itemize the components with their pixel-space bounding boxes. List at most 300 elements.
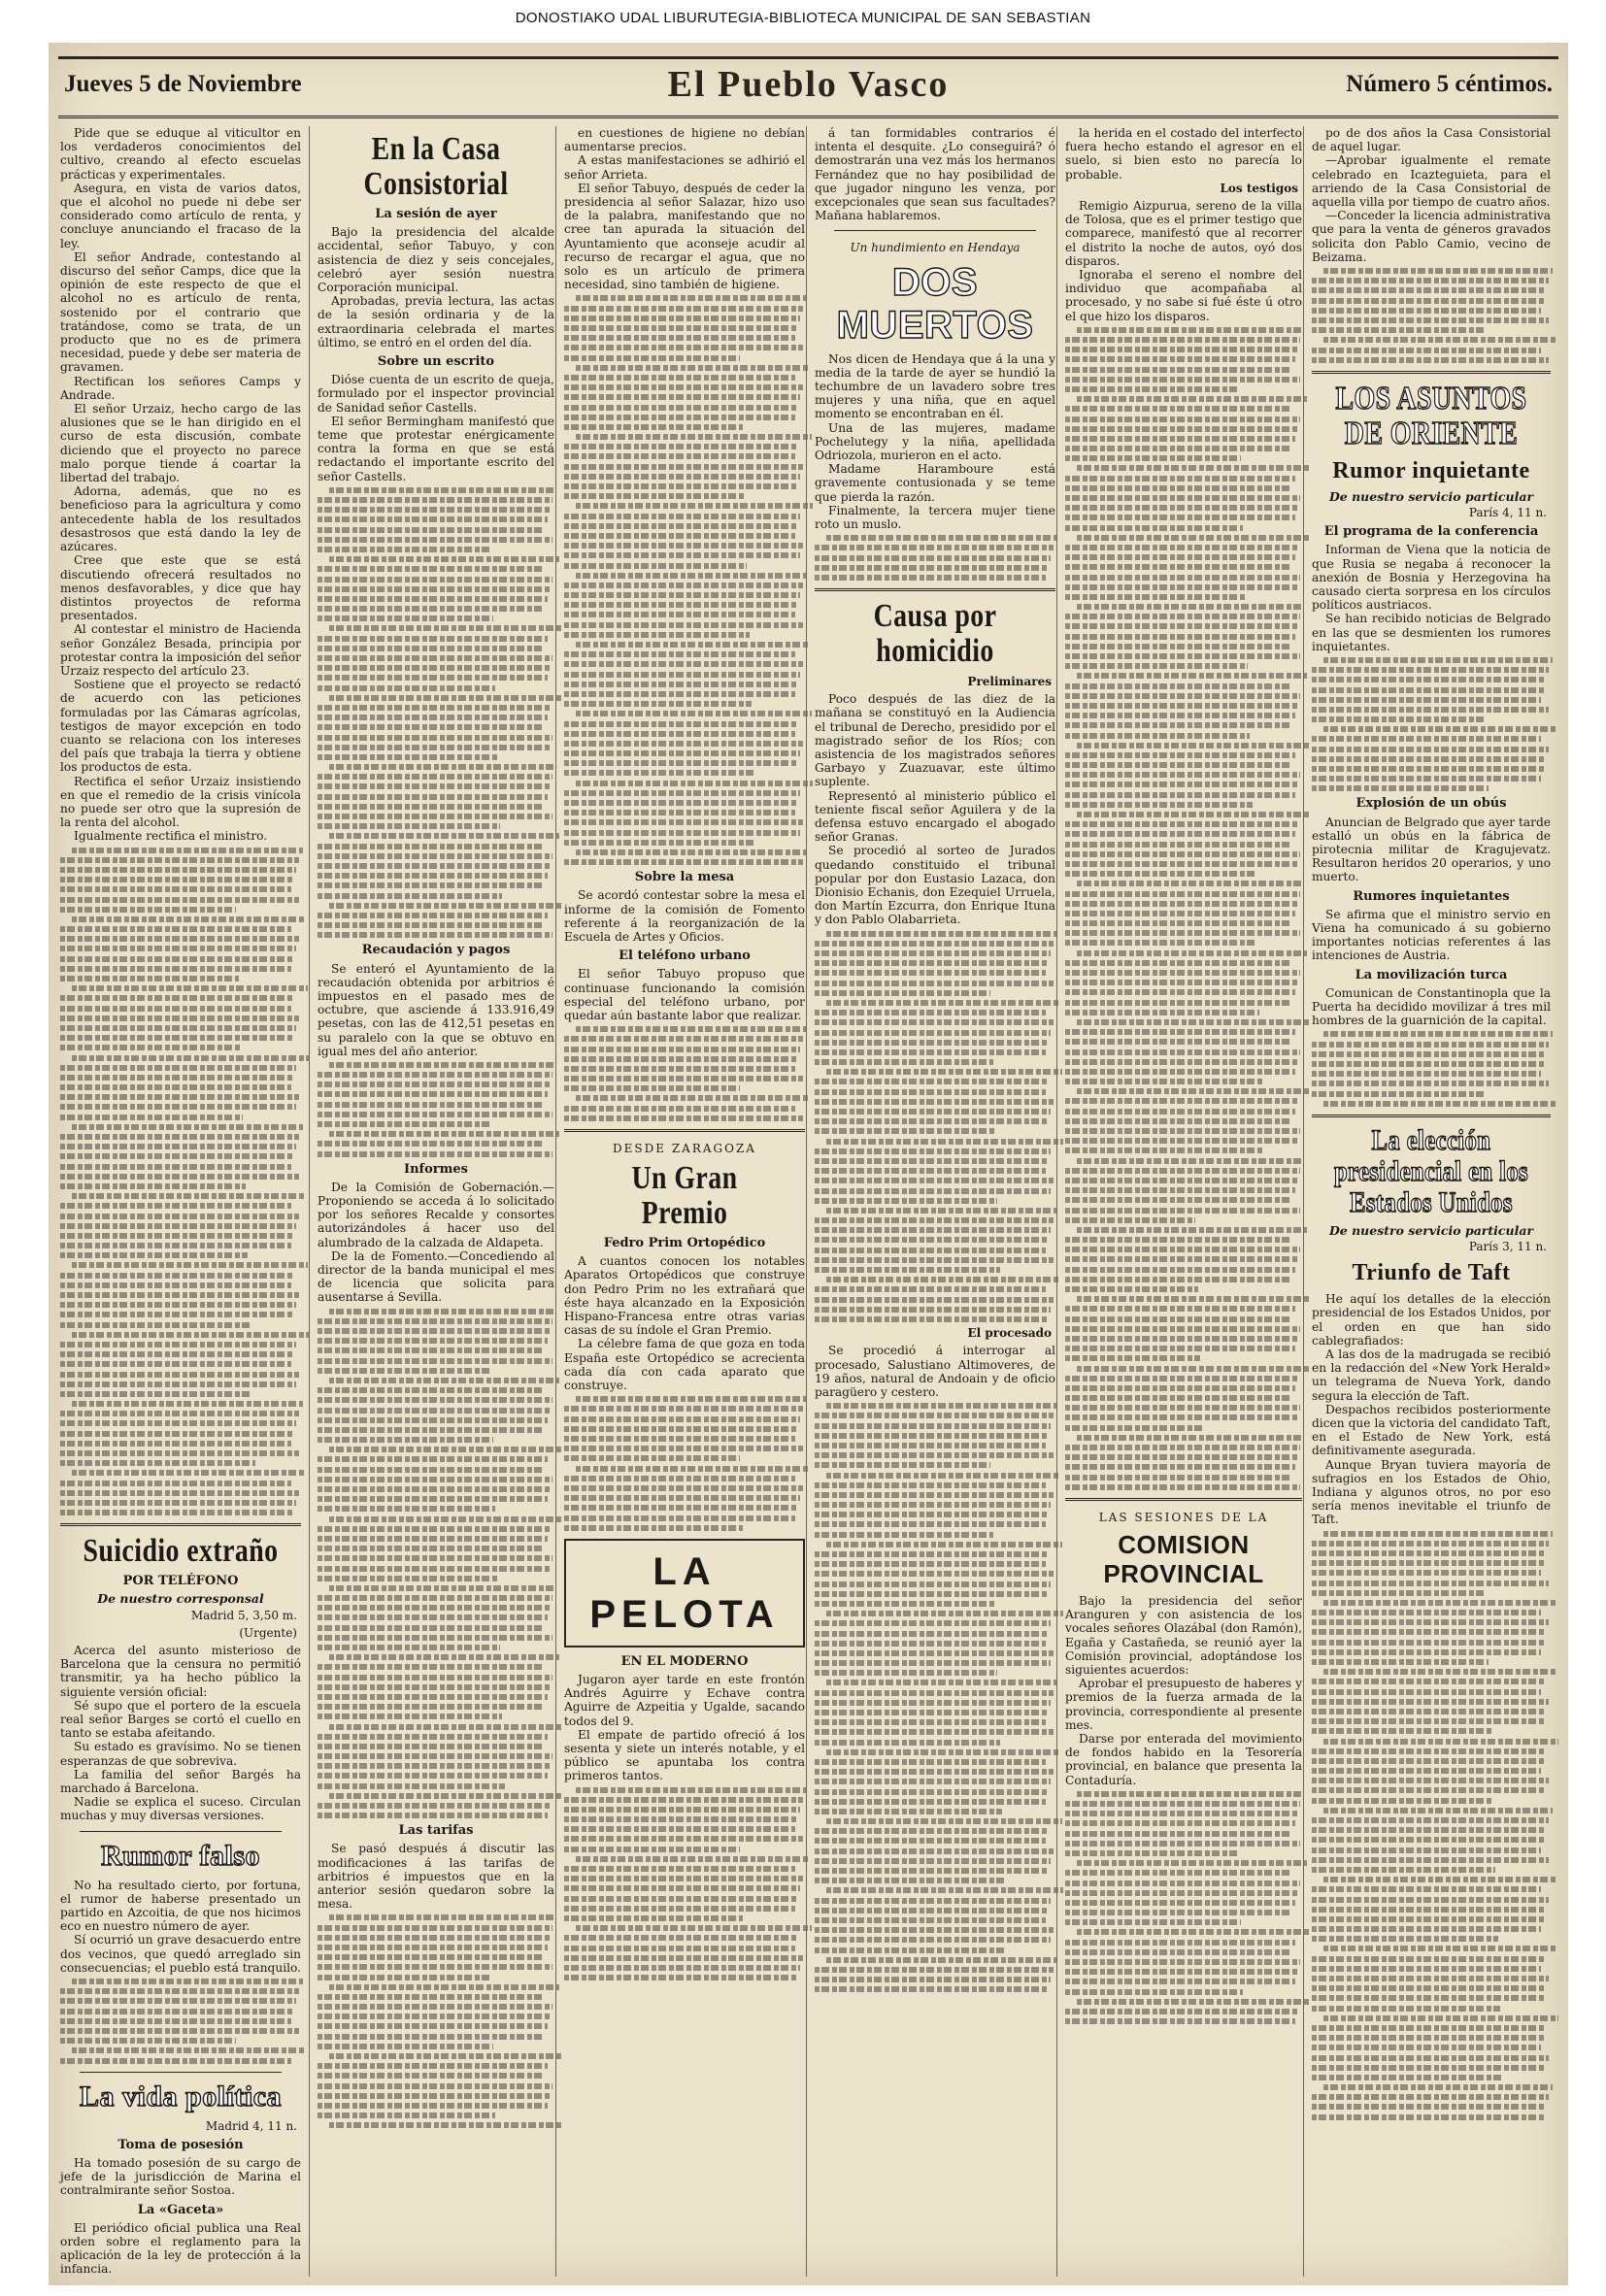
text-line xyxy=(318,646,545,651)
text-line xyxy=(318,1555,552,1561)
text-line xyxy=(564,682,798,687)
text-line xyxy=(815,1641,1046,1647)
text-line xyxy=(815,1217,1054,1223)
text-line xyxy=(329,1131,559,1137)
text-line xyxy=(815,1868,1049,1874)
text-line xyxy=(318,823,500,829)
text-line xyxy=(318,665,550,671)
text-line xyxy=(318,2113,495,2118)
text-line xyxy=(1312,2045,1541,2050)
text-line xyxy=(564,602,798,608)
text-line xyxy=(1065,762,1292,768)
pelota-box xyxy=(564,1539,805,1647)
text-line xyxy=(1312,1659,1489,1665)
text-line xyxy=(564,415,795,420)
text-line xyxy=(1065,564,1292,570)
text-line xyxy=(826,1208,1057,1214)
text-line xyxy=(815,1848,1054,1854)
text-line xyxy=(815,1551,1049,1557)
text-line xyxy=(1065,525,1243,531)
divider xyxy=(80,1831,282,1832)
text-line xyxy=(1077,673,1307,679)
text-line xyxy=(1065,871,1255,877)
text-line xyxy=(329,2122,562,2128)
text-line xyxy=(576,1396,807,1402)
text-line xyxy=(318,1437,493,1443)
text-line xyxy=(318,1546,545,1551)
text-line xyxy=(60,1372,299,1378)
text-line xyxy=(60,2058,291,2064)
text-line xyxy=(60,1183,246,1189)
paragraph: Su estado es gravísimo. No se tienen esperanzas de que sobreviva. xyxy=(60,1740,301,1768)
newspaper-page xyxy=(49,43,1568,2285)
paragraph: Dióse cuenta de un escrito de queja, formulado por el inspector provincial de Sanidad señor Castells. xyxy=(318,373,554,415)
text-line xyxy=(564,790,800,796)
text-line xyxy=(576,1925,812,1931)
text-line xyxy=(815,1729,1054,1735)
text-line xyxy=(564,444,798,449)
text-line xyxy=(1065,485,1292,491)
text-line xyxy=(1312,1837,1544,1843)
text-line xyxy=(1312,667,1549,673)
text-line xyxy=(815,1118,1049,1124)
headline-rumor-falso: Rumor falso xyxy=(100,1839,261,1872)
headline-casa-consistorial: En la Casa Consistorial xyxy=(363,131,509,202)
text-line xyxy=(564,543,803,549)
text-line xyxy=(60,1015,299,1021)
text-line xyxy=(60,1988,299,1994)
text-line xyxy=(1065,713,1295,718)
text-line xyxy=(1323,1946,1557,1951)
paragraph: Darse por enterada del movimiento de fondos habido en la Tesorería provincial, en balance que presenta la Contaduría. xyxy=(1065,1732,1302,1787)
text-line xyxy=(1077,1019,1309,1025)
text-line xyxy=(318,1734,548,1740)
continued-text xyxy=(815,535,1055,581)
text-line xyxy=(1065,416,1300,422)
text-line xyxy=(60,2018,291,2024)
text-line xyxy=(576,642,810,648)
text-line xyxy=(60,1025,296,1031)
text-line xyxy=(1323,1031,1553,1037)
text-line xyxy=(564,1436,795,1442)
text-line xyxy=(1312,785,1489,791)
paragraph: El señor Bermingham manifestó que teme que protestar enérgicamente contra la forma en que se está redactando el importante escrito del señor Castells. xyxy=(318,414,554,483)
text-line xyxy=(815,1581,1051,1587)
headline-comision-provincial: COMISION PROVINCIAL xyxy=(1103,1529,1264,1588)
text-line xyxy=(329,903,561,909)
text-line xyxy=(815,1937,1051,1943)
paragraph: A estas manifestaciones se adhirió el señor Arrieta. xyxy=(564,153,805,182)
subheading: Toma de posesión xyxy=(117,2137,244,2152)
text-line xyxy=(318,1358,552,1364)
text-line xyxy=(815,1908,1049,1913)
text-line xyxy=(564,1416,800,1422)
headline-la-pelota: LA PELOTA xyxy=(589,1549,780,1636)
paragraph: Se afirma que el ministro servio en Viena ha comunicado á su gobierno importantes noticias referentes á las intenciones de Austria. xyxy=(1312,907,1551,963)
continued-text xyxy=(318,487,554,938)
text-line xyxy=(1312,2035,1544,2041)
text-line xyxy=(1065,337,1300,343)
text-line xyxy=(318,2103,548,2109)
paragraph: —Conceder la licencia administrativa que para la venta de géneros gravados solicita don Pablo Camio, vecino de Beizama. xyxy=(1312,209,1551,264)
text-line xyxy=(1312,2006,1500,2012)
text-line xyxy=(564,1115,803,1121)
text-line xyxy=(1312,308,1541,314)
text-line xyxy=(318,1397,552,1403)
text-line xyxy=(60,1065,296,1071)
text-line xyxy=(318,1072,552,1078)
text-line xyxy=(1065,1079,1262,1084)
text-line xyxy=(72,1193,306,1199)
paragraph: Asegura, en vista de varios datos, que el alcohol no puede ni debe ser considerado como artículo de renta, y concluye anunciando el fracaso de la ley. xyxy=(60,181,301,250)
text-line xyxy=(1312,736,1541,742)
text-line xyxy=(564,592,800,598)
text-line xyxy=(1312,278,1549,283)
continued-text xyxy=(60,1979,301,2064)
paragraph: Acerca del asunto misterioso de Barcelona que la censura no permitió transmitir, ya ha hecho público la siguiente versión oficial: xyxy=(60,1643,301,1699)
paragraph: Ha tomado posesión de su cargo de jefe de la jurisdicción de Marina el contralmirante señor Sostoa. xyxy=(60,2155,301,2198)
text-line xyxy=(1065,634,1295,640)
text-line xyxy=(318,2013,550,2019)
text-line xyxy=(60,877,294,882)
paragraph: Pide que se eduque al viticultor en los verdaderos conocimientos del cultivo, creando al efecto escuelas prácticas y experimentales. xyxy=(60,126,301,182)
text-line xyxy=(318,1427,545,1433)
subheading: La movilización turca xyxy=(1355,967,1508,982)
text-line xyxy=(564,1485,803,1491)
text-line xyxy=(329,1984,559,1990)
text-line xyxy=(1323,2084,1553,2090)
text-line xyxy=(826,1542,1062,1547)
text-line xyxy=(72,2047,306,2053)
text-line xyxy=(60,1431,294,1437)
text-line xyxy=(1065,1336,1297,1342)
text-line xyxy=(1065,1029,1295,1035)
text-line xyxy=(1065,861,1297,867)
text-line xyxy=(564,1406,803,1412)
text-line xyxy=(329,556,559,562)
text-line xyxy=(60,1282,291,1288)
text-line xyxy=(826,1887,1063,1893)
text-line xyxy=(318,1994,545,2000)
paragraph: Se han recibido noticias de Belgrado en las que se desmienten los rumores inquietantes. xyxy=(1312,612,1551,653)
text-line xyxy=(60,1252,248,1258)
text-line xyxy=(564,1885,800,1891)
text-line xyxy=(318,2063,548,2069)
text-line xyxy=(1065,1178,1297,1183)
text-line xyxy=(815,1040,1049,1046)
text-line xyxy=(564,1505,798,1511)
text-line xyxy=(1312,298,1544,304)
text-line xyxy=(60,1450,299,1456)
text-line xyxy=(318,1975,490,1980)
text-line xyxy=(826,1403,1057,1409)
text-line xyxy=(1077,1088,1310,1094)
text-line xyxy=(564,1797,803,1803)
text-line xyxy=(318,922,545,928)
text-line xyxy=(564,1935,798,1941)
text-line xyxy=(1312,2104,1546,2110)
text-line xyxy=(318,863,550,869)
text-line xyxy=(1065,1355,1200,1361)
text-line xyxy=(60,1998,296,2004)
text-line xyxy=(72,1055,309,1061)
text-line xyxy=(318,715,548,720)
text-line xyxy=(318,1684,550,1690)
text-line xyxy=(826,1611,1063,1616)
text-line xyxy=(318,1506,495,1512)
text-line xyxy=(815,1049,1046,1055)
text-line xyxy=(60,926,291,932)
text-line xyxy=(815,990,990,996)
text-line xyxy=(1312,348,1541,353)
text-line xyxy=(318,1151,552,1157)
text-line xyxy=(318,1318,552,1324)
text-line xyxy=(72,985,308,991)
divider xyxy=(1312,371,1551,374)
text-line xyxy=(60,1233,294,1239)
text-line xyxy=(318,932,552,938)
text-line xyxy=(815,1158,1049,1164)
text-line xyxy=(576,1787,807,1793)
text-line xyxy=(1065,1820,1295,1826)
text-line xyxy=(1065,970,1300,976)
text-line xyxy=(564,375,795,381)
text-line xyxy=(1065,1208,1300,1214)
text-line xyxy=(576,849,807,855)
text-line xyxy=(564,1076,803,1081)
text-line xyxy=(318,1925,552,1931)
headline-causa-homicidio: Causa por homicidio xyxy=(873,598,997,670)
text-line xyxy=(564,741,803,747)
text-line xyxy=(564,810,795,815)
text-line xyxy=(1077,604,1304,610)
text-line xyxy=(1077,327,1304,333)
paragraph: No ha resultado cierto, por fortuna, el rumor de haberse presentado un partido en Azcoitia, de que nos hicimos eco en nuestro número de ayer. xyxy=(60,1878,301,1934)
text-line xyxy=(576,781,813,786)
continued-text xyxy=(1065,1791,1302,2024)
text-line xyxy=(318,1348,545,1353)
text-line xyxy=(564,453,795,459)
text-line xyxy=(815,1227,1051,1233)
paragraph: La célebre fama de que goza en toda España este Ortopédico se acrecienta cada día con cada aparato que construye. xyxy=(564,1337,805,1393)
continued-text xyxy=(1312,1531,1551,2120)
text-line xyxy=(1077,535,1310,541)
text-line xyxy=(564,731,795,737)
text-line xyxy=(826,1680,1057,1685)
text-line xyxy=(60,1481,291,1486)
text-line xyxy=(329,1914,556,1920)
text-line xyxy=(60,1134,299,1140)
text-line xyxy=(815,1740,1000,1746)
text-line xyxy=(1312,1629,1546,1635)
text-line xyxy=(564,1975,798,1980)
text-line xyxy=(1065,1841,1300,1847)
text-line xyxy=(318,2083,552,2089)
text-line xyxy=(1312,1926,1541,1932)
text-line xyxy=(318,1935,550,1941)
text-line xyxy=(1312,2094,1549,2100)
text-line xyxy=(318,893,502,899)
paragraph: Igualmente rectifica el ministro. xyxy=(74,829,268,844)
text-line xyxy=(329,1724,561,1730)
text-line xyxy=(1312,1827,1546,1833)
text-line xyxy=(1312,2065,1546,2071)
text-line xyxy=(72,848,303,853)
text-line xyxy=(318,1605,550,1611)
subheading: Sobre un escrito xyxy=(377,354,495,370)
divider xyxy=(564,1129,805,1132)
text-line xyxy=(564,1896,798,1902)
text-line xyxy=(1065,1000,1292,1006)
text-line xyxy=(815,1502,1051,1508)
text-line xyxy=(318,2073,545,2079)
paragraph: Aunque Bryan tuviera mayoría de sufragios en los Estados de Ohio, Indiana y algunos otros, no por eso sería menos inevitable el triunfo de Taft. xyxy=(1312,1457,1551,1527)
column-5 xyxy=(1056,126,1310,2277)
dateline: París 3, 11 n. xyxy=(1468,1239,1547,1253)
text-line xyxy=(564,474,800,480)
text-line xyxy=(60,1273,294,1279)
subheading: La sesión de ayer xyxy=(375,207,497,221)
text-line xyxy=(1065,1890,1297,1896)
paragraph: El señor Andrade, contestando al discurso del señor Camps, dice que la opinión de este respecto de que el alcohol no es artículo de renta, sostenido por el contrario que tratándose, como se trata, de un producto que no es de primera necesidad, puede y debe ser materia de gravamen. xyxy=(60,250,301,375)
text-line xyxy=(318,735,552,741)
text-line xyxy=(826,1069,1062,1075)
text-line xyxy=(1065,1286,1198,1292)
text-line xyxy=(815,1452,1054,1458)
paragraph: A las dos de la madrugada se recibió en la redacción del «New York Herald» un telegrama de Nueva York, dando segura la elección de Taft. xyxy=(1312,1347,1551,1403)
text-line xyxy=(318,1945,548,1950)
text-line xyxy=(1065,1949,1292,1955)
text-line xyxy=(815,1267,1000,1273)
text-line xyxy=(1077,1929,1309,1935)
text-line xyxy=(1065,1919,1241,1925)
text-line xyxy=(564,859,803,865)
text-line xyxy=(1065,1039,1292,1045)
text-line xyxy=(815,970,1046,976)
text-line xyxy=(1312,1966,1541,1972)
subheading: Sobre la mesa xyxy=(634,870,735,885)
text-line xyxy=(815,575,1046,581)
kicker: LAS SESIONES DE LA xyxy=(1098,1510,1269,1524)
text-line xyxy=(1312,1560,1544,1566)
via-label: POR TELÉFONO xyxy=(122,1574,239,1589)
text-line xyxy=(815,1237,1049,1243)
text-line xyxy=(1065,1069,1295,1075)
divider xyxy=(60,1523,301,1526)
text-line xyxy=(1312,1847,1541,1853)
text-line xyxy=(815,1799,1046,1805)
text-line xyxy=(329,1447,561,1452)
text-line xyxy=(60,1203,291,1209)
text-line xyxy=(60,1500,296,1506)
text-line xyxy=(329,1378,559,1383)
text-line xyxy=(329,2053,561,2059)
service-label: De nuestro corresponsal xyxy=(97,1591,264,1607)
text-line xyxy=(815,1898,1051,1904)
text-line xyxy=(815,1631,1049,1637)
text-line xyxy=(60,995,294,1001)
text-line xyxy=(329,1654,559,1660)
continued-text xyxy=(564,1396,805,1530)
text-line xyxy=(815,1297,1054,1303)
text-line xyxy=(564,721,798,727)
text-line xyxy=(1312,1995,1544,2001)
text-line xyxy=(318,1102,545,1108)
text-line xyxy=(1312,2114,1544,2120)
text-line xyxy=(318,507,550,513)
text-line xyxy=(815,1620,1051,1626)
text-line xyxy=(318,1783,505,1789)
text-line xyxy=(1077,1435,1304,1441)
paragraph: Una de las mujeres, madame Pochelutegy y la niña, apellidada Odriozola, murieron en el acto. xyxy=(815,420,1055,463)
text-line xyxy=(815,960,1049,966)
subheading: Rumores inquietantes xyxy=(1353,888,1510,904)
text-line xyxy=(1312,1897,1549,1903)
text-line xyxy=(1065,1475,1292,1481)
text-line xyxy=(815,1178,1054,1183)
text-line xyxy=(1077,812,1310,817)
paragraph: —Aprobar igualmente el remate celebrado en Icazteguieta, para el arriendo de la Casa Consistorial de aquella villa por tiempo de cuatro años. xyxy=(1312,153,1551,210)
text-line xyxy=(72,916,306,922)
divider xyxy=(1312,1115,1551,1117)
paragraph: He aquí los detalles de la elección presidencial de los Estados Unidos, por el orden en que han sido cablegrafiados: xyxy=(1312,1292,1551,1348)
text-line xyxy=(1065,545,1297,550)
text-line xyxy=(826,535,1057,541)
text-line xyxy=(1065,1414,1297,1420)
text-line xyxy=(564,1446,803,1451)
text-line xyxy=(815,1690,1054,1696)
text-line xyxy=(329,1062,556,1068)
text-line xyxy=(60,1104,296,1110)
text-line xyxy=(564,1876,803,1881)
text-line xyxy=(1323,1531,1553,1537)
text-line xyxy=(564,1047,800,1052)
text-line xyxy=(1323,1600,1556,1606)
text-line xyxy=(318,844,545,849)
text-line xyxy=(1312,1610,1541,1615)
text-line xyxy=(815,1286,1046,1292)
text-line xyxy=(815,1769,1054,1775)
columns xyxy=(58,126,1558,2277)
text-line xyxy=(60,1490,299,1496)
text-line xyxy=(815,1521,1046,1527)
paragraph: Finalmente, la tercera mujer tiene roto un muslo. xyxy=(815,503,1055,532)
text-line xyxy=(564,819,803,825)
text-line xyxy=(1312,1619,1549,1625)
text-line xyxy=(60,1460,255,1466)
text-line xyxy=(318,1387,545,1393)
column-3 xyxy=(555,126,813,2277)
text-line xyxy=(815,1571,1054,1577)
text-line xyxy=(60,1144,296,1149)
text-line xyxy=(329,487,556,493)
text-line xyxy=(318,1081,550,1087)
text-line xyxy=(564,800,798,806)
text-line xyxy=(318,1714,502,1719)
continued-text xyxy=(318,1062,554,1157)
text-line xyxy=(564,552,800,558)
text-line xyxy=(318,685,495,691)
text-line xyxy=(1065,1217,1195,1223)
text-line xyxy=(318,1091,548,1097)
text-line xyxy=(815,545,1054,550)
text-line xyxy=(329,1793,562,1799)
text-line xyxy=(1312,1748,1546,1754)
text-line xyxy=(815,555,1051,561)
text-line xyxy=(1065,1237,1292,1243)
text-line xyxy=(1312,677,1546,682)
paragraph: Se enteró el Ayuntamiento de la recaudación obtenida por arbitrios é impuestos en el pasado mes de octubre, que asciende á 133.916,49 pesetas, con las de 412,51 pesetas en su paralelo con la que se obtuvo en igual mes del año anterior. xyxy=(318,961,554,1058)
